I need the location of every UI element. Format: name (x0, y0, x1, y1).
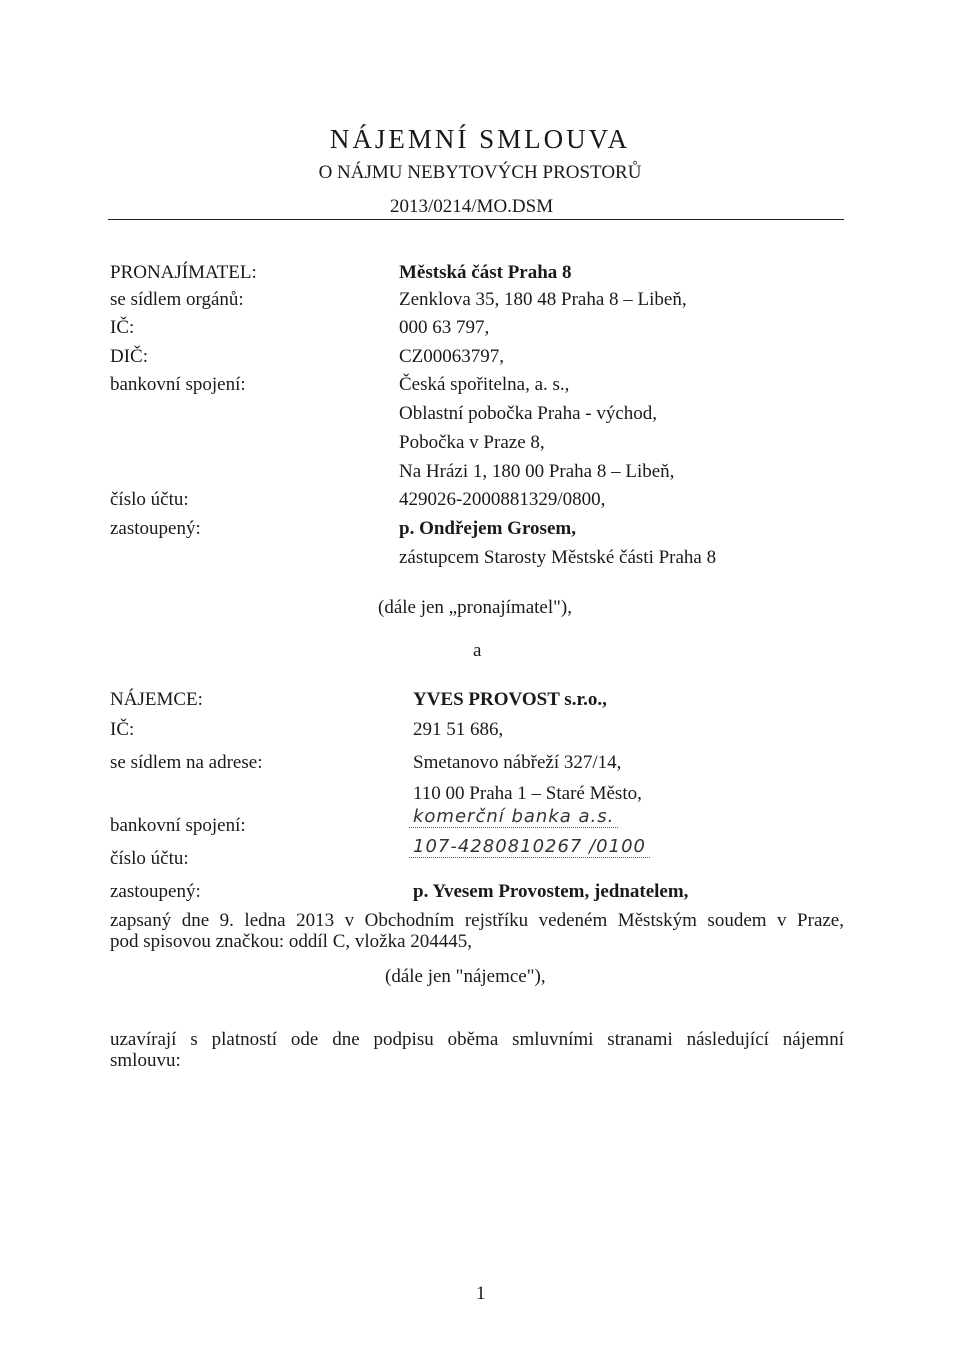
header-divider (108, 219, 844, 220)
tenant-seat-line: 110 00 Praha 1 – Staré Město, (413, 783, 642, 804)
landlord-rep-label: zastoupený: (110, 518, 201, 539)
tenant-bank-handwritten: komerční banka a.s. (409, 806, 618, 828)
conjunction: a (473, 640, 482, 661)
landlord-ic-label: IČ: (110, 317, 135, 338)
tenant-heading: NÁJEMCE: (110, 689, 203, 710)
tenant-seat-label: se sídlem na adrese: (110, 752, 263, 773)
landlord-bank-line: Česká spořitelna, a. s., (399, 374, 570, 395)
tenant-account-handwritten: 107-4280810267 /0100 (409, 836, 650, 858)
tenant-bank-label: bankovní spojení: (110, 815, 246, 836)
landlord-dic-label: DIČ: (110, 346, 148, 367)
tenant-account-label: číslo účtu: (110, 848, 189, 869)
page-number: 1 (476, 1283, 486, 1304)
document-subtitle: O NÁJMU NEBYTOVÝCH PROSTORŮ (318, 162, 642, 183)
landlord-dic-value: CZ00063797, (399, 346, 505, 367)
contract-number: 2013/0214/MO.DSM (390, 196, 554, 217)
tenant-registration: zapsaný dne 9. ledna 2013 v Obchodním rejstříku vedeném Městským soudem v Praze, (110, 910, 844, 931)
landlord-hereinafter: (dále jen „pronajímatel"), (378, 597, 572, 618)
tenant-rep-name: p. Yvesem Provostem, jednatelem, (413, 881, 689, 902)
closing-paragraph-end: smlouvu: (110, 1050, 181, 1071)
landlord-ic-value: 000 63 797, (399, 317, 490, 338)
landlord-rep-name: p. Ondřejem Grosem, (399, 518, 576, 539)
closing-paragraph: uzavírají s platností ode dne podpisu oběma smluvními stranami následující nájemní (110, 1029, 844, 1050)
tenant-ic-value: 291 51 686, (413, 719, 504, 740)
landlord-account-value: 429026-2000881329/0800, (399, 489, 606, 510)
landlord-rep-role: zástupcem Starosty Městské části Praha 8 (399, 547, 717, 568)
landlord-name: Městská část Praha 8 (399, 262, 572, 283)
tenant-rep-label: zastoupený: (110, 881, 201, 902)
tenant-hereinafter: (dále jen "nájemce"), (385, 966, 546, 987)
landlord-bank-line: Pobočka v Praze 8, (399, 432, 545, 453)
tenant-registration-2: pod spisovou značkou: oddíl C, vložka 204445, (110, 931, 473, 952)
landlord-bank-line: Na Hrázi 1, 180 00 Praha 8 – Libeň, (399, 461, 675, 482)
tenant-ic-label: IČ: (110, 719, 135, 740)
landlord-heading: PRONAJÍMATEL: (110, 262, 257, 283)
landlord-bank-line: Oblastní pobočka Praha - východ, (399, 403, 658, 424)
landlord-seat-value: Zenklova 35, 180 48 Praha 8 – Libeň, (399, 289, 687, 310)
landlord-bank-label: bankovní spojení: (110, 374, 246, 395)
tenant-seat-line: Smetanovo nábřeží 327/14, (413, 752, 622, 773)
tenant-name: YVES PROVOST s.r.o., (413, 689, 607, 710)
document-title: NÁJEMNÍ SMLOUVA (329, 124, 631, 154)
landlord-seat-label: se sídlem orgánů: (110, 289, 244, 310)
landlord-account-label: číslo účtu: (110, 489, 189, 510)
